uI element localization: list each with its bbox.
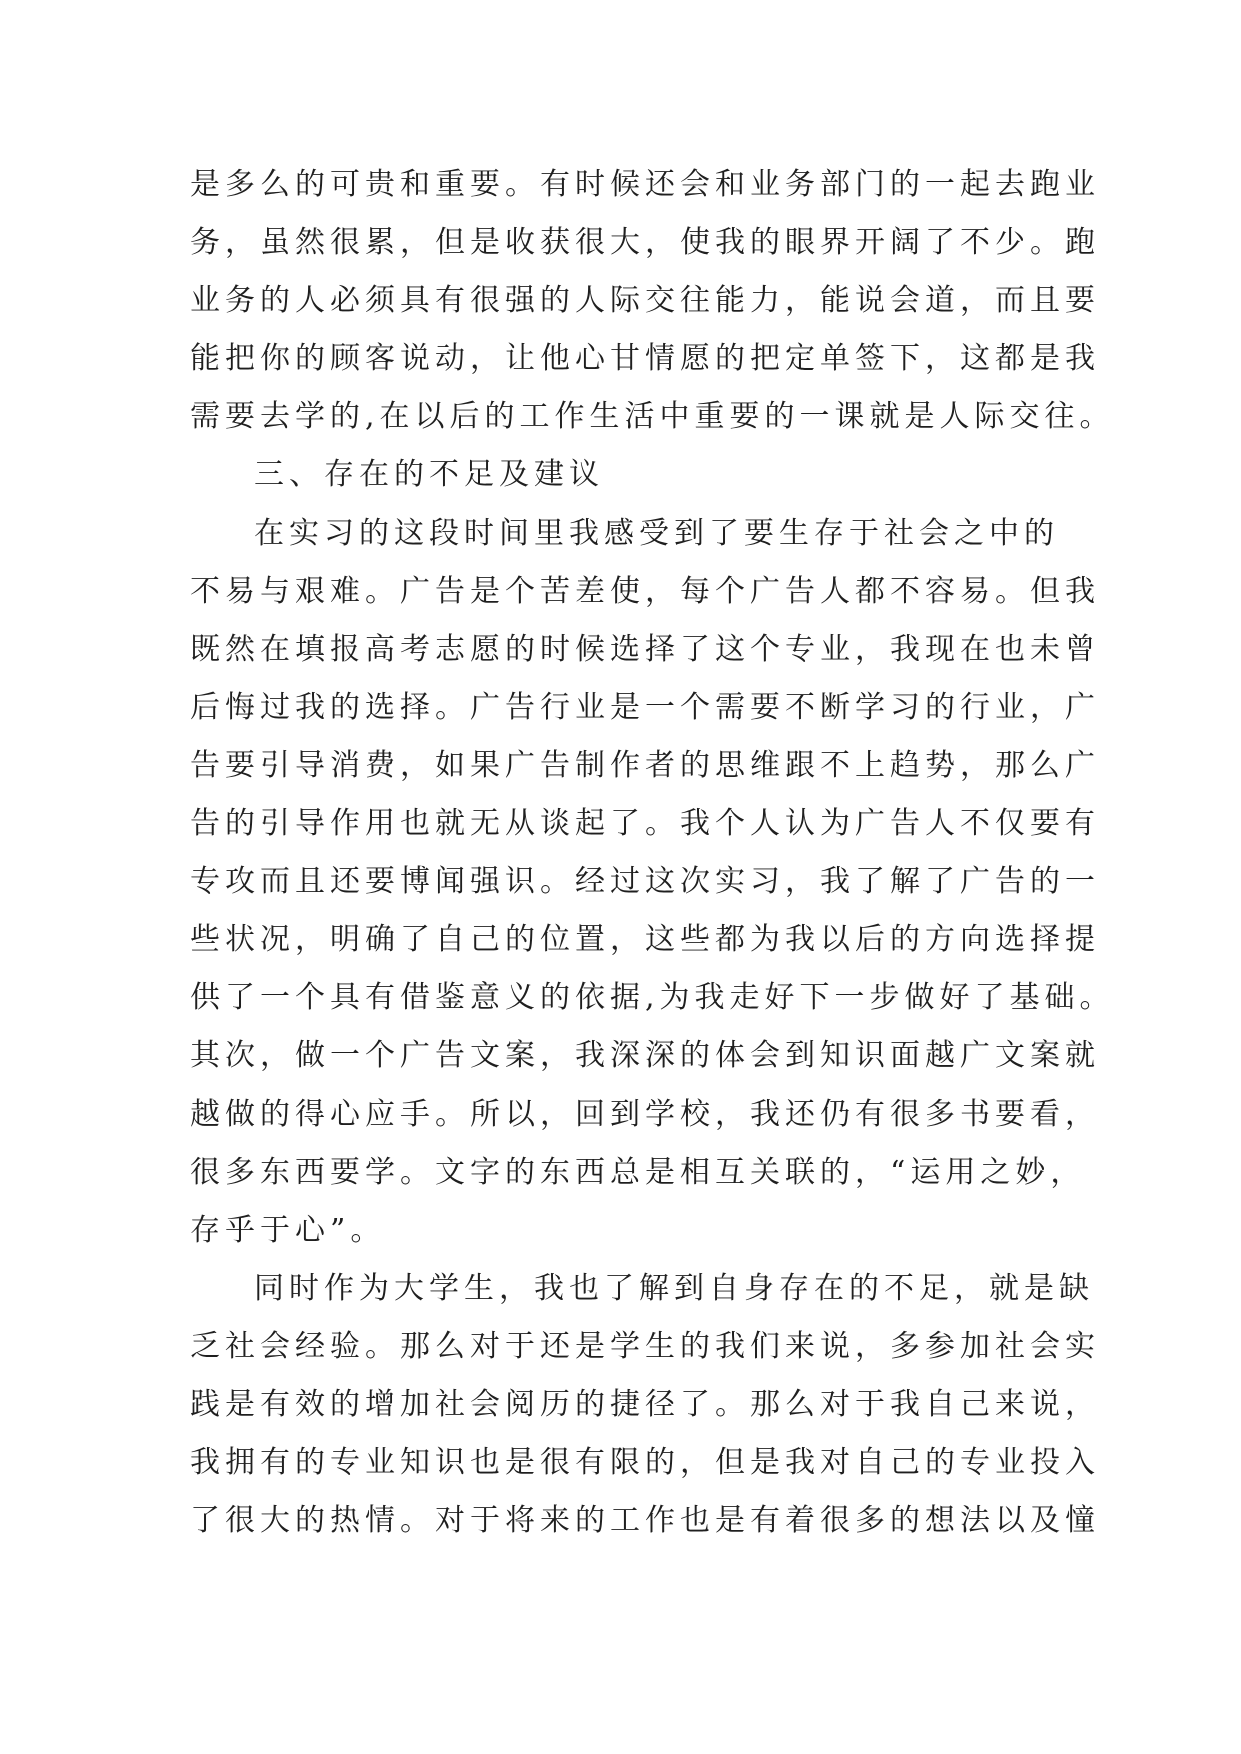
paragraph-line: 乏社会经验。那么对于还是学生的我们来说，多参加社会实: [190, 1328, 1100, 1364]
paragraph-line: 务，虽然很累，但是收获很大，使我的眼界开阔了不少。跑: [190, 225, 1100, 261]
paragraph-line: 既然在填报高考志愿的时候选择了这个专业，我现在也未曾: [190, 631, 1100, 667]
paragraph-1: [190, 156, 1115, 446]
paragraph-line: 越做的得心应手。所以，回到学校，我还仍有很多书要看，: [190, 1096, 1100, 1132]
paragraph-line: 践是有效的增加社会阅历的捷径了。那么对于我自己来说，: [190, 1386, 1100, 1422]
paragraph-line: 能把你的顾客说动，让他心甘情愿的把定单签下，这都是我: [190, 341, 1100, 377]
paragraph-line: 了很大的热情。对于将来的工作也是有着很多的想法以及憧: [190, 1503, 1100, 1539]
paragraph-line: 告要引导消费，如果广告制作者的思维跟不上趋势，那么广: [190, 747, 1100, 783]
paragraph-line: 需要去学的,在以后的工作生活中重要的一课就是人际交往。: [190, 399, 1115, 435]
paragraph-line: 些状况，明确了自己的位置，这些都为我以后的方向选择提: [190, 922, 1100, 958]
paragraph-2: [190, 505, 1115, 1260]
paragraph-line: 告的引导作用也就无从谈起了。我个人认为广告人不仅要有: [190, 806, 1100, 842]
paragraph-line: 供了一个具有借鉴意义的依据,为我走好下一步做好了基础。: [190, 980, 1115, 1016]
paragraph-line: 我拥有的专业知识也是很有限的，但是我对自己的专业投入: [190, 1445, 1100, 1481]
paragraph-line: 后悔过我的选择。广告行业是一个需要不断学习的行业，广: [190, 689, 1100, 725]
paragraph-3: [190, 1260, 1100, 1550]
paragraph-line: 是多么的可贵和重要。有时候还会和业务部门的一起去跑业: [190, 167, 1100, 202]
section-heading: 三、存在的不足及建议: [254, 457, 604, 493]
paragraph-line: 业务的人必须具有很强的人际交往能力，能说会道，而且要: [190, 283, 1100, 319]
paragraph-line: 在实习的这段时间里我感受到了要生存于社会之中的: [254, 515, 1059, 551]
paragraph-line: 很多东西要学。文字的东西总是相互关联的，“运用之妙，: [190, 1154, 1086, 1190]
paragraph-line: 其次，做一个广告文案，我深深的体会到知识面越广文案就: [190, 1038, 1100, 1074]
document-body: [190, 156, 1115, 1550]
paragraph-line: 专攻而且还要博闻强识。经过这次实习，我了解了广告的一: [190, 864, 1100, 900]
paragraph-line: 不易与艰难。广告是个苦差使，每个广告人都不容易。但我: [190, 573, 1100, 609]
paragraph-line: 同时作为大学生，我也了解到自身存在的不足，就是缺: [254, 1270, 1094, 1306]
paragraph-line: 存乎于心”。: [190, 1212, 386, 1248]
